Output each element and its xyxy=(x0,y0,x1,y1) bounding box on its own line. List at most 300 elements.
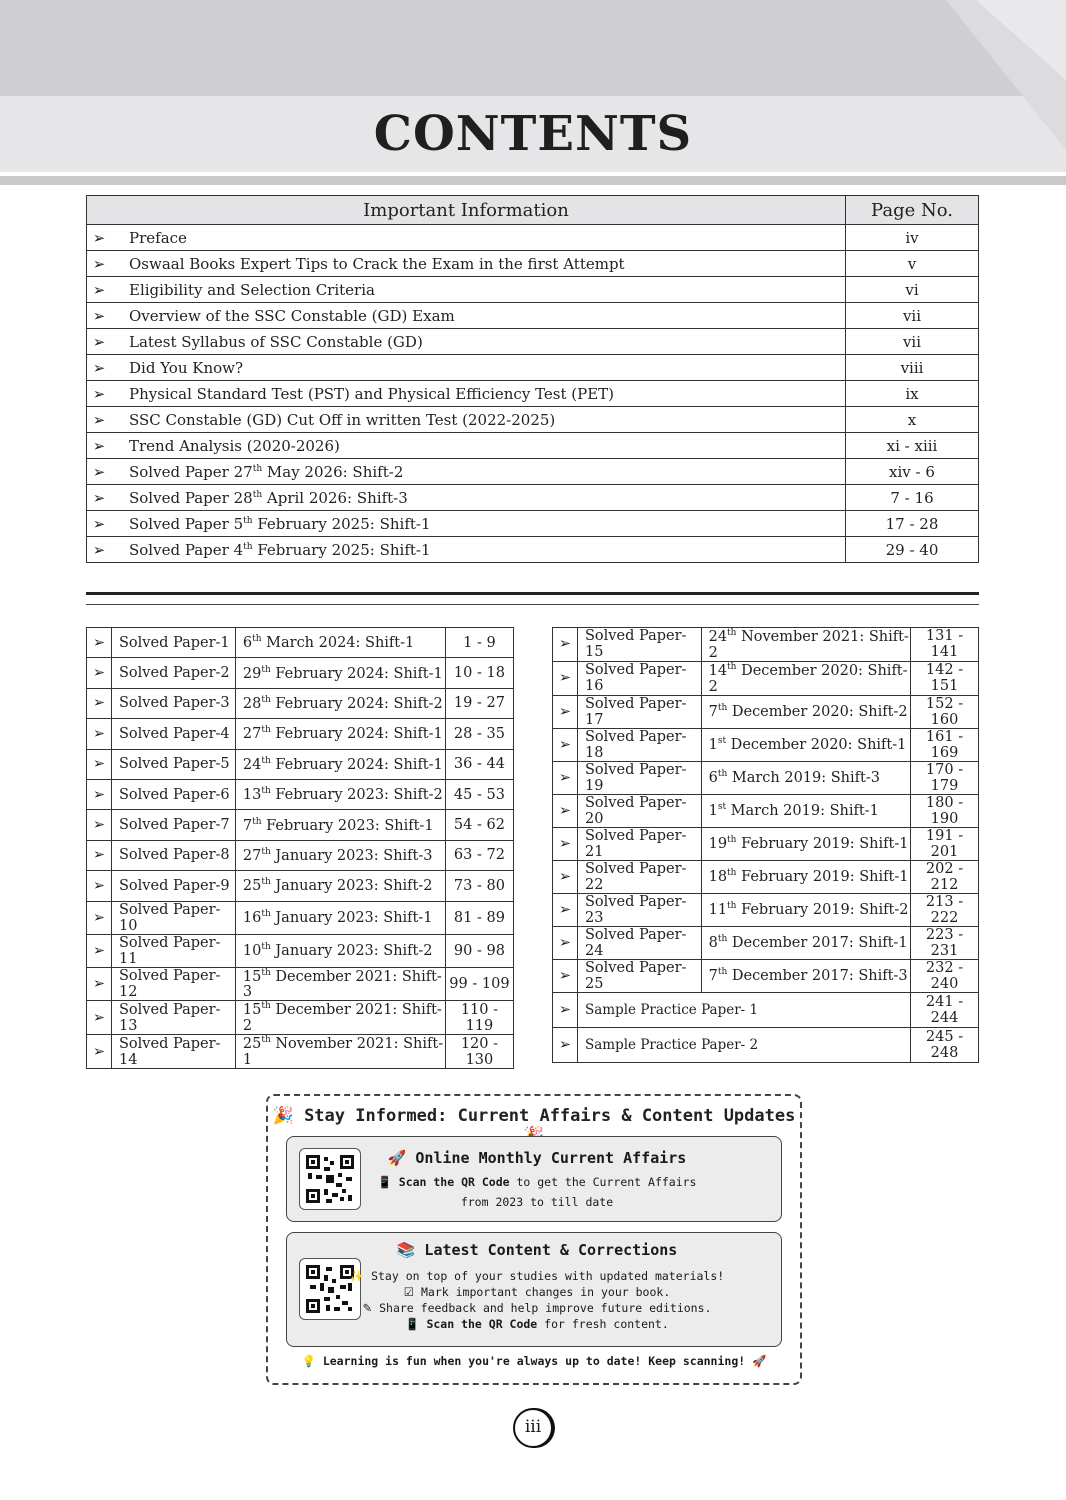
solved-paper-pages: 90 - 98 xyxy=(445,934,513,967)
info-footer-text: Learning is fun when you're always up to date! Keep scanning! xyxy=(322,1354,746,1368)
solved-paper-name[interactable]: Solved Paper-1 xyxy=(112,628,236,658)
solved-paper-date xyxy=(701,860,910,893)
date-sup: th xyxy=(261,909,271,920)
date-sup: st xyxy=(717,736,727,747)
date-sup: th xyxy=(261,847,271,858)
date-rest: December 2017: Shift-3 xyxy=(727,968,908,985)
solved-paper-date xyxy=(235,901,445,934)
solved-paper-name[interactable]: Solved Paper-3 xyxy=(112,688,236,718)
arrow-icon: ➢ xyxy=(87,537,112,563)
solved-paper-row xyxy=(87,719,514,749)
arrow-icon: ➢ xyxy=(87,433,112,459)
sample-paper-pages: 241 - 244 xyxy=(911,992,979,1027)
important-info-label[interactable] xyxy=(111,381,846,407)
date-rest: November 2021: Shift-2 xyxy=(708,628,909,661)
date-rest: February 2024: Shift-1 xyxy=(270,726,443,743)
date-rest: February 2023: Shift-2 xyxy=(270,787,443,804)
party-popper-icon: 🎉 xyxy=(272,1106,294,1126)
latest-content-box xyxy=(286,1232,782,1347)
solved-papers-right-table xyxy=(552,627,979,1063)
important-info-row xyxy=(87,407,979,433)
solved-paper-pages: 63 - 72 xyxy=(445,840,513,870)
date-sup: th xyxy=(261,755,271,766)
solved-paper-name[interactable]: Solved Paper-9 xyxy=(112,871,236,901)
solved-paper-name[interactable]: Solved Paper-25 xyxy=(578,959,702,992)
solved-paper-row xyxy=(87,901,514,934)
arrow-icon: ➢ xyxy=(87,628,112,658)
solved-paper-row xyxy=(553,761,979,794)
solved-paper-row xyxy=(87,1035,514,1069)
arrow-icon: ➢ xyxy=(553,893,578,926)
stay-informed-panel xyxy=(266,1094,802,1385)
important-info-page: vii xyxy=(846,329,979,355)
current-affairs-line1 xyxy=(257,1175,817,1189)
date-sup: th xyxy=(261,664,271,675)
date-sup: th xyxy=(727,661,737,672)
solved-paper-name[interactable]: Solved Paper-16 xyxy=(578,661,702,695)
important-info-row xyxy=(87,485,979,511)
date-rest: February 2019: Shift-1 xyxy=(736,836,909,853)
important-info-label[interactable] xyxy=(111,277,846,303)
solved-paper-row xyxy=(87,871,514,901)
date-day: 7 xyxy=(242,817,253,834)
latest-content-line4-rest: for fresh content. xyxy=(537,1317,669,1331)
important-info-row xyxy=(87,537,979,563)
solved-paper-row xyxy=(87,840,514,870)
arrow-icon: ➢ xyxy=(553,860,578,893)
solved-paper-pages: 120 - 130 xyxy=(445,1035,513,1069)
solved-paper-pages: 10 - 18 xyxy=(445,658,513,688)
important-info-page: x xyxy=(846,407,979,433)
date-day: 8 xyxy=(708,935,718,952)
label-pre: Solved Paper 28 xyxy=(129,488,253,507)
label-pre: Solved Paper 27 xyxy=(129,462,253,481)
important-info-page: vii xyxy=(846,303,979,329)
latest-content-line2-text: Mark important changes in your book. xyxy=(421,1285,671,1299)
important-info-label-text: Trend Analysis (2020-2026) xyxy=(129,436,340,455)
solved-paper-name[interactable]: Solved Paper-6 xyxy=(112,779,236,809)
important-info-label-text: Preface xyxy=(129,228,187,247)
solved-paper-pages: 161 - 169 xyxy=(911,728,979,761)
info-footer xyxy=(268,1354,800,1368)
important-info-page: xiv - 6 xyxy=(846,459,979,485)
solved-paper-date xyxy=(235,1001,445,1035)
date-sup: th xyxy=(727,835,737,846)
date-sup: th xyxy=(727,628,737,638)
arrow-icon: ➢ xyxy=(553,1027,578,1062)
date-day: 6 xyxy=(708,770,718,787)
solved-paper-date xyxy=(235,628,445,658)
date-sup: th xyxy=(261,877,271,888)
important-info-label[interactable] xyxy=(111,355,846,381)
stay-informed-heading-text: Stay Informed: Current Affairs & Content Updates xyxy=(304,1106,796,1126)
important-info-page: iv xyxy=(846,225,979,251)
arrow-icon: ➢ xyxy=(87,1035,112,1069)
solved-paper-date xyxy=(235,719,445,749)
solved-paper-pages: 232 - 240 xyxy=(911,959,979,992)
important-info-row xyxy=(87,225,979,251)
date-rest: February 2024: Shift-1 xyxy=(270,756,443,773)
date-sup: th xyxy=(261,1001,271,1012)
label-sup: th xyxy=(252,463,263,474)
arrow-icon: ➢ xyxy=(87,1001,112,1035)
solved-paper-date xyxy=(701,794,910,827)
arrow-icon: ➢ xyxy=(87,934,112,967)
date-day: 11 xyxy=(708,902,728,919)
date-sup: th xyxy=(252,816,262,827)
date-sup: th xyxy=(261,695,271,706)
important-info-label[interactable] xyxy=(111,251,846,277)
latest-content-line1-text: Stay on top of your studies with updated materials! xyxy=(371,1269,725,1283)
date-day: 16 xyxy=(242,909,262,926)
date-rest: December 2021: Shift-2 xyxy=(242,1002,442,1035)
arrow-icon: ➢ xyxy=(87,688,112,718)
solved-paper-name[interactable]: Solved Paper-21 xyxy=(578,827,702,860)
solved-paper-date xyxy=(235,658,445,688)
date-rest: December 2020: Shift-1 xyxy=(726,737,907,754)
important-info-row xyxy=(87,511,979,537)
rocket-icon: 🚀 xyxy=(752,1354,767,1368)
current-affairs-line1-rest: to get the Current Affairs xyxy=(509,1175,697,1189)
arrow-icon: ➢ xyxy=(87,407,112,433)
scan-qr-bold: Scan the QR Code xyxy=(426,1317,538,1331)
solved-paper-pages: 45 - 53 xyxy=(445,779,513,809)
solved-paper-name[interactable]: Solved Paper-4 xyxy=(112,719,236,749)
date-rest: November 2021: Shift-1 xyxy=(242,1036,444,1068)
important-info-row xyxy=(87,303,979,329)
solved-paper-name[interactable]: Solved Paper-18 xyxy=(578,728,702,761)
solved-paper-date xyxy=(235,749,445,779)
solved-paper-row xyxy=(87,1001,514,1035)
solved-paper-row xyxy=(553,959,979,992)
books-icon: 📚 xyxy=(396,1241,416,1259)
date-rest: December 2020: Shift-2 xyxy=(708,662,908,695)
date-rest: February 2024: Shift-1 xyxy=(270,665,443,682)
date-day: 15 xyxy=(242,968,262,985)
label-pre: Solved Paper 5 xyxy=(129,514,244,533)
solved-paper-row xyxy=(553,695,979,728)
solved-paper-name[interactable]: Solved Paper-20 xyxy=(578,794,702,827)
date-rest: February 2024: Shift-2 xyxy=(270,695,443,712)
date-sup: th xyxy=(252,634,262,645)
date-day: 14 xyxy=(708,662,728,679)
date-rest: March 2019: Shift-3 xyxy=(727,770,880,787)
solved-paper-name[interactable]: Solved Paper-15 xyxy=(578,628,702,662)
checkbox-icon: ☑ xyxy=(403,1285,415,1299)
important-info-row xyxy=(87,459,979,485)
date-sup: th xyxy=(261,967,271,978)
solved-paper-name[interactable]: Solved Paper-13 xyxy=(112,1001,236,1035)
solved-paper-row xyxy=(87,967,514,1001)
arrow-icon: ➢ xyxy=(553,728,578,761)
solved-paper-date xyxy=(701,827,910,860)
important-info-row xyxy=(87,381,979,407)
date-day: 24 xyxy=(708,628,728,645)
date-sup: th xyxy=(261,942,271,953)
solved-paper-row xyxy=(553,661,979,695)
solved-paper-name[interactable]: Solved Paper-11 xyxy=(112,934,236,967)
date-rest: December 2020: Shift-2 xyxy=(727,704,908,721)
arrow-icon: ➢ xyxy=(553,992,578,1027)
arrow-icon: ➢ xyxy=(87,355,112,381)
solved-paper-name[interactable]: Solved Paper-14 xyxy=(112,1035,236,1069)
latest-content-title xyxy=(257,1241,817,1259)
label-post: May 2026: Shift-2 xyxy=(262,462,404,481)
solved-paper-pages: 73 - 80 xyxy=(445,871,513,901)
important-info-label-text: Latest Syllabus of SSC Constable (GD) xyxy=(129,332,423,351)
solved-paper-row xyxy=(87,658,514,688)
current-affairs-box xyxy=(286,1136,782,1222)
current-affairs-line2: from 2023 to till date xyxy=(460,1195,614,1209)
important-info-label[interactable] xyxy=(111,303,846,329)
solved-paper-name[interactable]: Solved Paper-5 xyxy=(112,749,236,779)
label-post: February 2025: Shift-1 xyxy=(252,514,431,533)
solved-paper-row xyxy=(553,860,979,893)
important-info-row xyxy=(87,277,979,303)
date-rest: March 2024: Shift-1 xyxy=(261,635,415,652)
date-sup: th xyxy=(717,967,728,978)
solved-paper-date xyxy=(235,967,445,1001)
solved-paper-date xyxy=(701,695,910,728)
solved-paper-name[interactable]: Solved Paper-12 xyxy=(112,967,236,1001)
latest-content-line3-text: Share feedback and help improve future editions. xyxy=(379,1301,712,1315)
solved-paper-date xyxy=(235,871,445,901)
date-day: 29 xyxy=(242,665,262,682)
solved-paper-row xyxy=(553,893,979,926)
scan-qr-bold: Scan the QR Code xyxy=(398,1175,510,1189)
arrow-icon: ➢ xyxy=(553,959,578,992)
solved-paper-pages: 131 - 141 xyxy=(911,628,979,662)
solved-paper-row xyxy=(87,688,514,718)
arrow-icon: ➢ xyxy=(87,779,112,809)
date-day: 28 xyxy=(242,695,262,712)
date-sup: st xyxy=(717,802,727,813)
arrow-icon: ➢ xyxy=(553,794,578,827)
solved-paper-name[interactable]: Solved Paper-8 xyxy=(112,840,236,870)
date-rest: January 2023: Shift-3 xyxy=(270,847,433,864)
solved-paper-date xyxy=(701,628,910,662)
important-info-row xyxy=(87,355,979,381)
solved-paper-pages: 152 - 160 xyxy=(911,695,979,728)
solved-paper-pages: 180 - 190 xyxy=(911,794,979,827)
date-day: 19 xyxy=(708,836,728,853)
latest-content-line4 xyxy=(257,1317,817,1331)
solved-paper-pages: 81 - 89 xyxy=(445,901,513,934)
important-info-label[interactable] xyxy=(111,537,846,563)
arrow-icon: ➢ xyxy=(553,661,578,695)
rocket-icon: 🚀 xyxy=(387,1149,407,1167)
solved-paper-row xyxy=(87,934,514,967)
important-info-page: xi - xiii xyxy=(846,433,979,459)
solved-paper-date xyxy=(235,688,445,718)
date-day: 18 xyxy=(708,869,728,886)
solved-paper-pages: 142 - 151 xyxy=(911,661,979,695)
date-rest: January 2023: Shift-2 xyxy=(270,878,433,895)
solved-paper-name[interactable]: Solved Paper-22 xyxy=(578,860,702,893)
important-info-label[interactable] xyxy=(111,225,846,251)
date-day: 1 xyxy=(708,803,718,820)
date-day: 27 xyxy=(242,847,262,864)
sample-paper-name[interactable]: Sample Practice Paper- 1 xyxy=(578,992,911,1027)
solved-paper-name[interactable]: Solved Paper-17 xyxy=(578,695,702,728)
date-day: 7 xyxy=(708,968,718,985)
arrow-icon: ➢ xyxy=(87,251,112,277)
date-rest: March 2019: Shift-1 xyxy=(726,803,879,820)
important-info-label[interactable] xyxy=(111,329,846,355)
date-day: 25 xyxy=(242,878,262,895)
solved-paper-date xyxy=(235,810,445,840)
solved-paper-pages: 110 - 119 xyxy=(445,1001,513,1035)
important-info-label[interactable] xyxy=(111,433,846,459)
page-title: CONTENTS xyxy=(373,106,693,162)
arrow-icon: ➢ xyxy=(87,459,112,485)
arrow-icon: ➢ xyxy=(87,277,112,303)
solved-paper-row xyxy=(553,728,979,761)
top-band xyxy=(0,0,1066,96)
arrow-icon: ➢ xyxy=(87,967,112,1001)
solved-paper-row xyxy=(87,749,514,779)
solved-paper-pages: 19 - 27 xyxy=(445,688,513,718)
solved-paper-date xyxy=(701,959,910,992)
important-info-label-text: Oswaal Books Expert Tips to Crack the Exam in the first Attempt xyxy=(129,254,625,273)
solved-paper-row xyxy=(553,926,979,959)
date-rest: February 2019: Shift-2 xyxy=(736,902,909,919)
solved-paper-pages: 202 - 212 xyxy=(911,860,979,893)
solved-paper-row xyxy=(553,827,979,860)
date-day: 24 xyxy=(242,756,262,773)
date-rest: February 2019: Shift-1 xyxy=(736,869,909,886)
important-info-label[interactable] xyxy=(111,407,846,433)
date-rest: January 2023: Shift-2 xyxy=(270,942,433,959)
solved-paper-pages: 36 - 44 xyxy=(445,749,513,779)
solved-paper-row xyxy=(87,810,514,840)
sample-paper-name[interactable]: Sample Practice Paper- 2 xyxy=(578,1027,911,1062)
important-info-header: Important Information xyxy=(87,196,846,225)
sample-paper-pages: 245 - 248 xyxy=(911,1027,979,1062)
date-day: 27 xyxy=(242,726,262,743)
latest-content-title-text: Latest Content & Corrections xyxy=(424,1241,678,1259)
date-sup: th xyxy=(717,703,728,714)
arrow-icon: ➢ xyxy=(87,871,112,901)
date-rest: December 2017: Shift-1 xyxy=(727,935,908,952)
arrow-icon: ➢ xyxy=(87,303,112,329)
solved-paper-name[interactable]: Solved Paper-19 xyxy=(578,761,702,794)
important-info-label-text: Eligibility and Selection Criteria xyxy=(129,280,375,299)
date-rest: January 2023: Shift-1 xyxy=(270,909,433,926)
solved-paper-pages: 99 - 109 xyxy=(445,967,513,1001)
arrow-icon: ➢ xyxy=(553,695,578,728)
solved-paper-date xyxy=(701,893,910,926)
latest-content-line1 xyxy=(257,1269,817,1283)
label-post: February 2025: Shift-1 xyxy=(252,540,431,559)
important-info-label[interactable] xyxy=(111,459,846,485)
solved-paper-pages: 191 - 201 xyxy=(911,827,979,860)
date-sup: th xyxy=(261,1035,271,1046)
arrow-icon: ➢ xyxy=(87,381,112,407)
sample-paper-row xyxy=(553,992,979,1027)
solved-paper-row xyxy=(87,628,514,658)
date-day: 15 xyxy=(242,1002,262,1019)
important-info-label-text: Did You Know? xyxy=(129,358,244,377)
important-info-page: vi xyxy=(846,277,979,303)
solved-paper-date xyxy=(701,661,910,695)
solved-paper-pages: 28 - 35 xyxy=(445,719,513,749)
label-sup: th xyxy=(243,515,253,526)
current-affairs-title-text: Online Monthly Current Affairs xyxy=(415,1149,687,1167)
date-day: 7 xyxy=(708,704,718,721)
solved-paper-date xyxy=(701,926,910,959)
solved-paper-pages: 54 - 62 xyxy=(445,810,513,840)
solved-paper-name[interactable]: Solved Paper-10 xyxy=(112,901,236,934)
label-post: April 2026: Shift-3 xyxy=(262,488,408,507)
important-info-label[interactable] xyxy=(111,485,846,511)
solved-paper-row xyxy=(553,628,979,662)
solved-paper-name[interactable]: Solved Paper-7 xyxy=(112,810,236,840)
arrow-icon: ➢ xyxy=(87,485,112,511)
solved-paper-date xyxy=(701,728,910,761)
date-day: 6 xyxy=(242,635,253,652)
page-no-header: Page No. xyxy=(846,196,979,225)
solved-paper-row xyxy=(553,794,979,827)
important-info-page: ix xyxy=(846,381,979,407)
arrow-icon: ➢ xyxy=(87,511,112,537)
date-sup: th xyxy=(717,934,728,945)
important-info-page: viii xyxy=(846,355,979,381)
phone-icon: 📱 xyxy=(377,1175,392,1189)
solved-paper-name[interactable]: Solved Paper-2 xyxy=(112,658,236,688)
important-info-row xyxy=(87,329,979,355)
arrow-icon: ➢ xyxy=(87,840,112,870)
solved-paper-pages: 213 - 222 xyxy=(911,893,979,926)
arrow-icon: ➢ xyxy=(87,749,112,779)
important-info-page: 29 - 40 xyxy=(846,537,979,563)
solved-paper-name[interactable]: Solved Paper-23 xyxy=(578,893,702,926)
important-info-row xyxy=(87,251,979,277)
arrow-icon: ➢ xyxy=(87,329,112,355)
current-affairs-title xyxy=(257,1149,817,1167)
date-sup: th xyxy=(261,786,271,797)
important-info-label-text: SSC Constable (GD) Cut Off in written Test (2022-2025) xyxy=(129,410,556,429)
solved-paper-name[interactable]: Solved Paper-24 xyxy=(578,926,702,959)
solved-paper-date xyxy=(235,1035,445,1069)
arrow-icon: ➢ xyxy=(553,761,578,794)
date-rest: February 2023: Shift-1 xyxy=(261,817,434,834)
date-rest: December 2021: Shift-3 xyxy=(242,968,442,1001)
arrow-icon: ➢ xyxy=(87,719,112,749)
arrow-icon: ➢ xyxy=(87,901,112,934)
phone-icon: 📱 xyxy=(405,1317,420,1331)
latest-content-line2 xyxy=(257,1285,817,1299)
date-sup: th xyxy=(261,725,271,736)
arrow-icon: ➢ xyxy=(87,225,112,251)
date-day: 13 xyxy=(242,787,262,804)
title-underline-band xyxy=(0,176,1066,185)
important-info-label[interactable] xyxy=(111,511,846,537)
solved-paper-date xyxy=(235,779,445,809)
divider-thin xyxy=(86,604,979,605)
date-sup: th xyxy=(727,901,737,912)
solved-paper-pages: 170 - 179 xyxy=(911,761,979,794)
lightbulb-icon: 💡 xyxy=(301,1354,316,1368)
divider-thick xyxy=(86,592,979,595)
solved-papers-left-table xyxy=(86,627,514,1069)
important-info-row xyxy=(87,433,979,459)
important-info-page: v xyxy=(846,251,979,277)
date-day: 10 xyxy=(242,942,262,959)
solved-paper-date xyxy=(235,934,445,967)
sample-paper-row xyxy=(553,1027,979,1062)
arrow-icon: ➢ xyxy=(87,810,112,840)
